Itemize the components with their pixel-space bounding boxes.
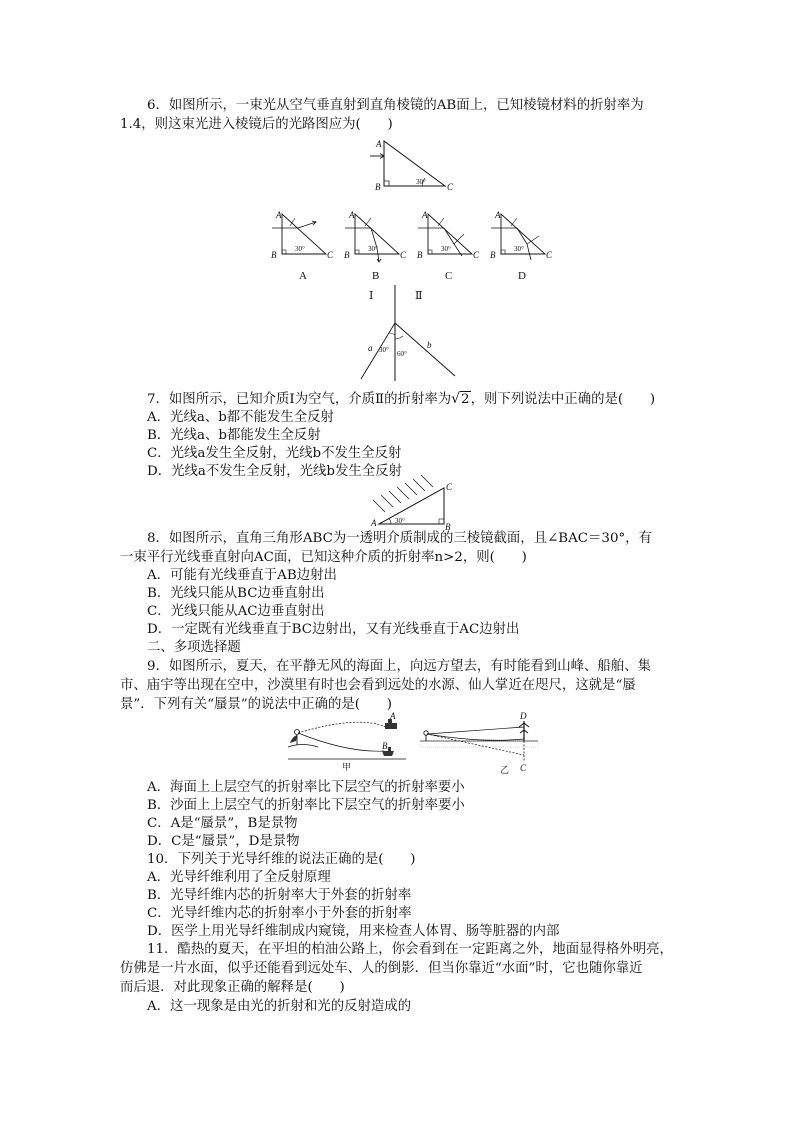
q6-fig-label-A: A <box>376 139 382 149</box>
q6-option-label-B: B <box>372 270 380 282</box>
q9-fig-label-D: D <box>520 711 527 721</box>
q6-fig-label-B: B <box>375 182 381 192</box>
svg-text:A: A <box>276 210 282 220</box>
q10-stem: 10．下列关于光导纤维的说法正确的是( ) <box>147 852 416 867</box>
q8-option-B: B．光线只能从BC边垂直射出 <box>147 586 325 601</box>
q9-figure-jia <box>288 713 408 773</box>
q8-option-C: C．光线只能从AC边垂直射出 <box>147 604 325 619</box>
q9-option-C: C．A是“蜃景”，B是景物 <box>147 816 298 831</box>
q9-option-D: D．C是“蜃景”，D是景物 <box>147 834 300 849</box>
q11-option-A: A．这一现象是由光的折射和光的反射造成的 <box>147 999 412 1014</box>
q7-interface-figure <box>355 283 465 383</box>
q6-option-label-A: A <box>299 270 307 282</box>
svg-text:B: B <box>490 250 496 260</box>
svg-text:A: A <box>422 210 428 220</box>
q8-stem-line2: 一束平行光线垂直射向AC面，已知这种介质的折射率n>2，则( ) <box>120 550 527 565</box>
q9-fig-label-jia: 甲 <box>342 762 352 772</box>
q11-stem-line3: 而后退．对此现象正确的解释是( ) <box>120 980 345 995</box>
q7-angle-a: 30° <box>379 346 389 354</box>
q8-fig-label-A: A <box>371 518 377 528</box>
q8-stem-line1: 8．如图所示，直角三角形ABC为一透明介质制成的三棱镜截面，且∠BAC＝30°，有 <box>147 531 652 546</box>
q8-prism-figure <box>365 478 465 530</box>
q11-stem-line1: 11．酷热的夏天，在平坦的柏油公路上，你会看到在一定距离之外，地面显得格外明亮， <box>147 942 673 957</box>
q7-option-A: A．光线a、b都不能发生全反射 <box>147 410 334 425</box>
q9-stem-line2: 市、庙宇等出现在空中，沙漠里有时也会看到远处的水源、仙人掌近在咫尺，这就是“蜃 <box>120 678 636 693</box>
sqrt-sign: √ <box>451 391 461 407</box>
svg-text:30°: 30° <box>441 245 451 253</box>
q6-option-label-D: D <box>518 270 526 282</box>
q6-stem-line2: 1.4，则这束光进入棱镜后的光路图应为( ) <box>120 117 393 132</box>
q8-fig-label-angle: 30° <box>395 517 405 525</box>
q6-option-D-figure <box>487 208 557 283</box>
q8-fig-label-B: B <box>445 522 451 532</box>
q6-fig-label-angle: 30° <box>416 178 426 186</box>
q7-option-C: C．光线a发生全反射，光线b不发生全反射 <box>147 446 402 461</box>
q6-prism-figure <box>360 138 470 193</box>
svg-text:B: B <box>271 250 277 260</box>
q7-angle-b: 60° <box>397 350 407 358</box>
q7-option-D: D．光线a不发生全反射，光线b发生全反射 <box>147 464 402 479</box>
q9-figure-yi <box>420 713 540 775</box>
q7-ray-b: b <box>427 340 432 350</box>
q7-medium-2: Ⅱ <box>415 290 423 302</box>
q10-option-B: B．光导纤维内芯的折射率大于外套的折射率 <box>147 888 412 903</box>
q10-option-C: C．光导纤维内芯的折射率小于外套的折射率 <box>147 906 412 921</box>
q6-option-A-figure <box>268 208 338 283</box>
q6-option-B-figure <box>341 208 411 283</box>
q9-fig-label-B: B <box>382 741 388 751</box>
q9-option-B: B．沙面上上层空气的折射率比下层空气的折射率要小 <box>147 798 465 813</box>
svg-text:C: C <box>473 250 480 260</box>
svg-text:C: C <box>400 250 407 260</box>
svg-text:30°: 30° <box>368 245 378 253</box>
q6-option-C-figure <box>414 208 484 283</box>
q10-option-D: D．医学上用光导纤维制成内窥镜，用来检查人体胃、肠等脏器的内部 <box>147 924 560 939</box>
q9-stem-line3: 景”．下列有关“蜃景”的说法中正确的是( ) <box>120 697 393 712</box>
q6-fig-label-C: C <box>447 182 454 192</box>
svg-text:C: C <box>327 250 334 260</box>
q7-option-B: B．光线a、b都能发生全反射 <box>147 428 321 443</box>
q9-fig-label-A: A <box>390 711 396 721</box>
svg-text:A: A <box>349 210 355 220</box>
svg-text:B: B <box>417 250 423 260</box>
q7-stem: 7．如图所示，已知介质Ⅰ为空气，介质Ⅱ的折射率为√2，则下列说法中正确的是( ) <box>147 391 656 407</box>
section-heading-multiple-choice: 二、多项选择题 <box>147 640 241 655</box>
q9-stem-line1: 9．如图所示，夏天，在平静无风的海面上，向远方望去，有时能看到山峰、船舶、集 <box>147 659 651 674</box>
q8-option-D: D．一定既有光线垂直于BC边射出，又有光线垂直于AC边射出 <box>147 622 520 637</box>
q10-option-A: A．光导纤维利用了全反射原理 <box>147 870 331 885</box>
q7-ray-a: a <box>368 343 373 353</box>
q6-stem-line1: 6．如图所示，一束光从空气垂直射到直角棱镜的AB面上，已知棱镜材料的折射率为 <box>147 98 644 113</box>
q9-option-A: A．海面上上层空气的折射率比下层空气的折射率要小 <box>147 780 465 795</box>
sqrt-radicand: 2 <box>461 392 470 407</box>
q7-medium-1: Ⅰ <box>369 290 374 302</box>
svg-text:30°: 30° <box>295 245 305 253</box>
q6-option-label-C: C <box>445 270 453 282</box>
svg-text:A: A <box>495 210 501 220</box>
q9-fig-label-yi: 乙 <box>500 765 510 775</box>
svg-text:30°: 30° <box>514 245 524 253</box>
q8-fig-label-C: C <box>446 482 453 492</box>
q8-option-A: A．可能有光线垂直于AB边射出 <box>147 568 337 583</box>
q11-stem-line2: 仿佛是一片水面，似乎还能看到远处车、人的倒影．但当你靠近“水面”时，它也随你靠近 <box>120 961 643 976</box>
svg-text:B: B <box>344 250 350 260</box>
q9-fig-label-C: C <box>520 763 527 773</box>
svg-text:C: C <box>546 250 553 260</box>
